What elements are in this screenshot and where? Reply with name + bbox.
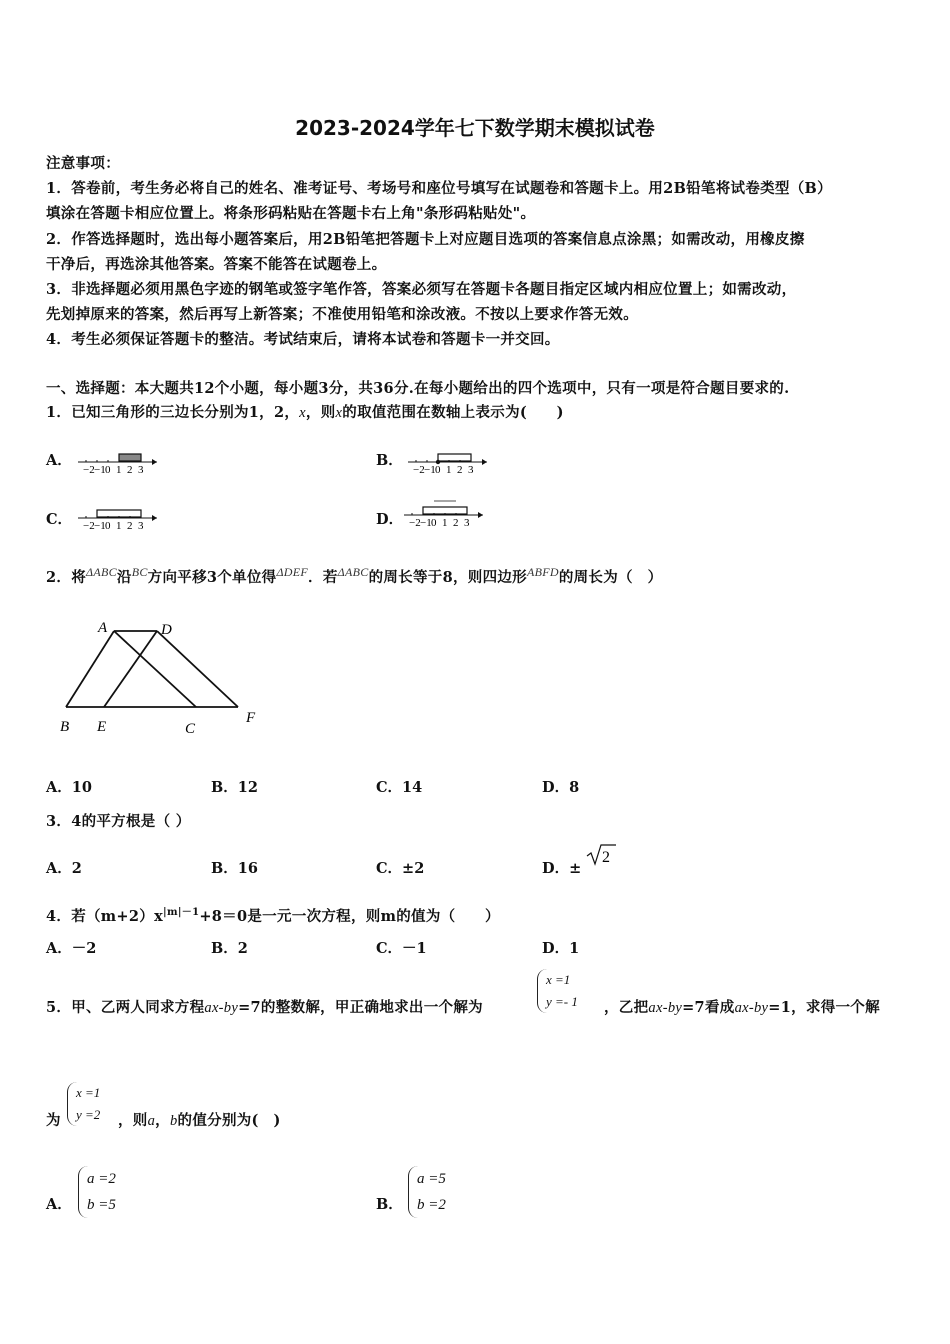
axis-arrow (152, 459, 157, 465)
axis-tick-label: −2 (409, 517, 421, 528)
question-5-stem-c: 为 (46, 1112, 61, 1129)
q5-option-a-label[interactable]: A． (46, 1196, 72, 1213)
axis-tick-label: 2 (453, 517, 459, 528)
axis-tick-label: −2 (413, 464, 425, 474)
axis-tick-label: −1 (94, 464, 106, 474)
axis-tick-label: −2 (83, 464, 95, 474)
q4-exponent: |m|－1 (163, 907, 200, 918)
interval-bracket (438, 454, 471, 461)
axis-tick-label: 1 (116, 520, 122, 530)
interval-bracket (97, 510, 141, 517)
notice-line: 填涂在答题卡相应位置上。将条形码粘贴在答题卡右上角"条形码粘贴处"。 (46, 205, 536, 222)
axis-tick-label: 2 (127, 520, 133, 530)
q2-option-d[interactable]: D．8 (542, 779, 580, 796)
q2-option-c[interactable]: C．14 (376, 779, 423, 796)
axis-tick-label: −1 (420, 517, 432, 528)
q3-option-d[interactable]: D．± (542, 860, 582, 877)
axis-tick-label: −1 (94, 520, 106, 530)
axis-tick-label: 1 (442, 517, 448, 528)
axis-tick-label: 3 (138, 464, 144, 474)
axis-arrow (482, 459, 487, 465)
axis-tick-label: −2 (83, 520, 95, 530)
notice-line: 2．作答选择题时，选出每小题答案后，用2B铅笔把答题卡上对应题目选项的答案信息点涂黑；如需改动，用橡皮擦 (46, 231, 805, 248)
notice-line: 4．考生必须保证答题卡的整洁。考试结束后，请将本试卷和答题卡一并交回。 (46, 331, 560, 348)
label-c: C (185, 721, 196, 737)
q5-option-a[interactable]: a =2 b =5 (78, 1166, 116, 1218)
label-e: E (97, 719, 107, 735)
axis-tick-label: 3 (468, 464, 474, 474)
notice-heading: 注意事项： (46, 155, 120, 172)
q1-option-a-label[interactable]: A． (46, 452, 72, 469)
axis-arrow (152, 515, 157, 521)
axis-tick-label: −1 (424, 464, 436, 474)
interval-dot (436, 460, 440, 464)
question-1-stem: 1．已知三角形的三边长分别为1，2，x，则x的取值范围在数轴上表示为( ) (46, 404, 564, 421)
q1-option-d-numberline[interactable] (404, 488, 509, 528)
axis-tick-label: 0 (105, 520, 111, 530)
q3-sqrt-symbol (585, 842, 617, 868)
interval-bracket (423, 507, 467, 514)
q5-solution-2: x =1 y =2 (67, 1082, 100, 1126)
axis-tick-label: 0 (105, 464, 111, 474)
notice-line: 先划掉原来的答案，然后再写上新答案；不准使用铅笔和涂改液。不按以上要求作答无效。 (46, 306, 638, 323)
axis-tick-label: 2 (457, 464, 463, 474)
axis-tick-label: 3 (464, 517, 470, 528)
q4-option-b[interactable]: B．2 (211, 940, 248, 957)
axis-arrow (478, 512, 483, 518)
axis-tick-label: 1 (446, 464, 452, 474)
segment-ab (66, 631, 114, 707)
q3-option-b[interactable]: B．16 (211, 860, 258, 877)
question-4-stem: 4．若$(m+2)x^{|m|-1}+8=0$是一元一次方程，则m的值为（ ） (46, 907, 500, 925)
q3-option-a[interactable]: A．2 (46, 860, 82, 877)
q4-option-d[interactable]: D．1 (542, 940, 580, 957)
q1-option-c-label[interactable]: C． (46, 511, 73, 528)
segment-df (157, 631, 238, 707)
label-b: B (60, 719, 70, 735)
segment-de (104, 631, 157, 707)
notice-line: 干净后，再选涂其他答案。答案不能答在试题卷上。 (46, 256, 387, 273)
axis-tick-label: 1 (116, 464, 122, 474)
q1-option-d-label[interactable]: D． (376, 511, 404, 528)
q2-option-b[interactable]: B．12 (211, 779, 258, 796)
page-title: 2023-2024学年七下数学期末模拟试卷 (295, 116, 655, 140)
question-5-stem-a: 5．甲、乙两人同求方程ax-by=7的整数解，甲正确地求出一个解为 (46, 999, 483, 1016)
section-header: 一、选择题：本大题共12个小题，每小题3分，共36分.在每小题给出的四个选项中，只有一项是符合题目要求的. (46, 380, 790, 397)
q2-option-a[interactable]: A．10 (46, 779, 92, 796)
interval-bracket (119, 454, 141, 461)
q1-option-b-label[interactable]: B． (376, 452, 403, 469)
q2-translation-figure (50, 612, 270, 742)
notice-line: 3．非选择题必须用黑色字迹的钢笔或签字笔作答，答案必须写在答题卡各题目指定区域内相应位置上；如需改动， (46, 281, 797, 298)
q1-option-b-numberline[interactable] (408, 440, 513, 474)
axis-tick-label: 0 (435, 464, 441, 474)
question-5-stem-d: ，则a，b的值分别为( ) (118, 1112, 281, 1129)
notice-line: 1．答卷前，考生务必将自己的姓名、准考证号、考场号和座位号填写在试题卷和答题卡上。用2B铅笔将试卷类型（B） (46, 180, 832, 197)
q4-option-a[interactable]: A．－2 (46, 940, 97, 957)
q3-option-c[interactable]: C．±2 (376, 860, 425, 877)
q4-option-c[interactable]: C．－1 (376, 940, 427, 957)
axis-tick-label: 2 (127, 464, 133, 474)
question-2-stem: 2．将$^{\Delta ABC}$沿$^{BC}$方向平移3个单位得$^{\Delta DEF}$．若$^{\Delta ABC}$的周长等于8，则四边形$^{ABFD}$的周长为（ ） (46, 565, 663, 586)
q5-option-b[interactable]: a =5 b =2 (408, 1166, 446, 1218)
segment-ac (114, 631, 196, 707)
label-f: F (246, 710, 256, 726)
q5-option-b-label[interactable]: B． (376, 1196, 403, 1213)
question-3-stem: 3．4的平方根是（ ） (46, 813, 191, 830)
sqrt-radicand: 2 (602, 849, 610, 866)
question-5-stem-b: ，乙把ax-by=7看成ax-by=1，求得一个解 (604, 999, 880, 1016)
axis-tick-label: 0 (431, 517, 437, 528)
q1-option-a-numberline[interactable] (78, 440, 178, 474)
label-a: A (98, 620, 108, 636)
q5-solution-1: x =1 y =- 1 (537, 969, 578, 1013)
axis-tick-label: 3 (138, 520, 144, 530)
label-d: D (161, 622, 172, 638)
q1-option-c-numberline[interactable] (78, 496, 178, 530)
